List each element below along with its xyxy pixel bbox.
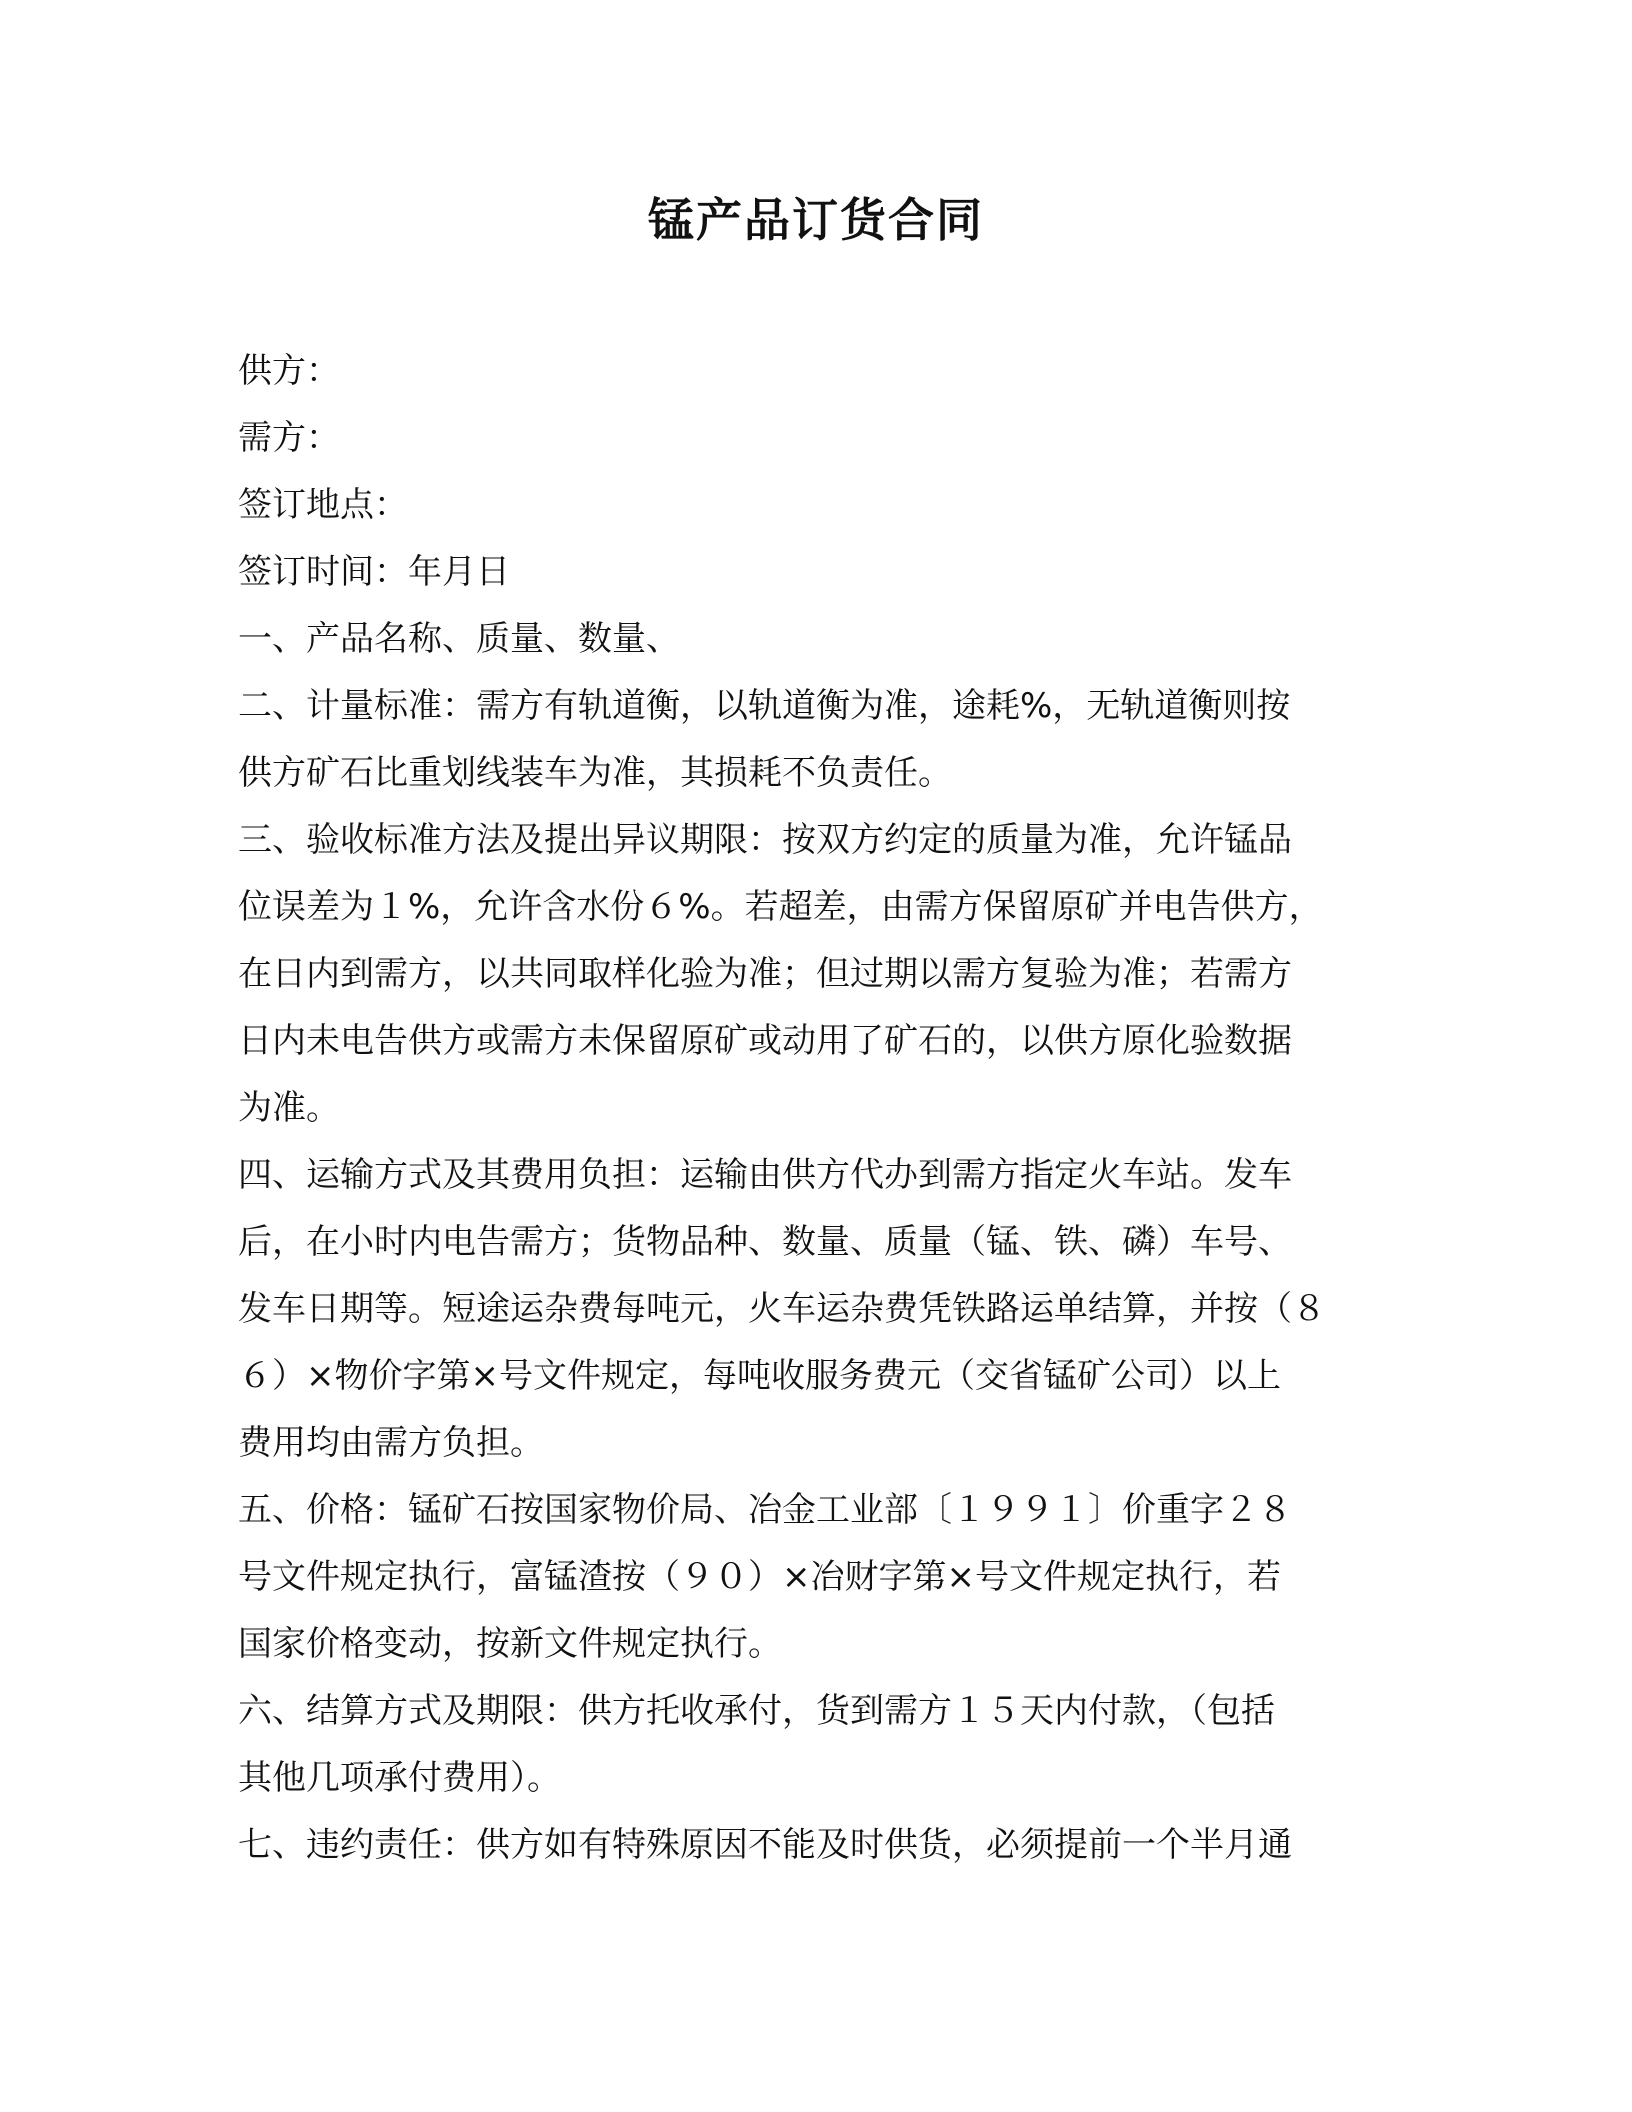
- document-title: 锰产品订货合同: [648, 193, 984, 247]
- clause-3-line-5: 为准。: [238, 1088, 340, 1128]
- clause-2-line-1: 二、计量标准：需方有轨道衡，以轨道衡为准，途耗%，无轨道衡则按: [238, 686, 1291, 726]
- clause-4-line-4: ６）×物价字第×号文件规定，每吨收服务费元（交省锰矿公司）以上: [238, 1356, 1281, 1396]
- clause-6-line-1: 六、结算方式及期限：供方托收承付，货到需方１５天内付款，（包括: [238, 1691, 1275, 1731]
- clause-4-line-2: 后，在小时内电告需方；货物品种、数量、质量（锰、铁、磷）车号、: [238, 1222, 1292, 1262]
- clause-5-line-3: 国家价格变动，按新文件规定执行。: [238, 1624, 782, 1664]
- signing-place-line: 签订地点：: [238, 485, 408, 525]
- clause-4-line-5: 费用均由需方负担。: [238, 1423, 544, 1463]
- clause-3-line-2: 位误差为１%，允许含水份６%。若超差，由需方保留原矿并电告供方，: [238, 887, 1323, 927]
- buyer-line: 需方：: [238, 418, 340, 458]
- clause-4-line-1: 四、运输方式及其费用负担：运输由供方代办到需方指定火车站。发车: [238, 1155, 1292, 1195]
- clause-4-line-3: 发车日期等。短途运杂费每吨元，火车运杂费凭铁路运单结算，并按（８: [238, 1289, 1326, 1329]
- clause-5-line-1: 五、价格：锰矿石按国家物价局、冶金工业部〔１９９１〕价重字２８: [238, 1490, 1292, 1530]
- supplier-line: 供方：: [238, 351, 340, 391]
- clause-6-line-2: 其他几项承付费用）。: [238, 1758, 561, 1798]
- signing-time-line: 签订时间：年月日: [238, 552, 510, 592]
- clause-3-line-1: 三、验收标准方法及提出异议期限：按双方约定的质量为准，允许锰品: [238, 820, 1292, 860]
- clause-1-line: 一、产品名称、质量、数量、: [238, 619, 680, 659]
- clause-5-line-2: 号文件规定执行，富锰渣按（９０）×冶财字第×号文件规定执行，若: [238, 1557, 1281, 1597]
- document-body: [238, 338, 1380, 1879]
- clause-3-line-3: 在日内到需方，以共同取样化验为准；但过期以需方复验为准；若需方: [238, 954, 1292, 994]
- clause-3-line-4: 日内未电告供方或需方未保留原矿或动用了矿石的，以供方原化验数据: [238, 1021, 1292, 1061]
- clause-7-line-1: 七、违约责任：供方如有特殊原因不能及时供货，必须提前一个半月通: [238, 1825, 1292, 1865]
- clause-2-line-2: 供方矿石比重划线装车为准，其损耗不负责任。: [238, 753, 952, 793]
